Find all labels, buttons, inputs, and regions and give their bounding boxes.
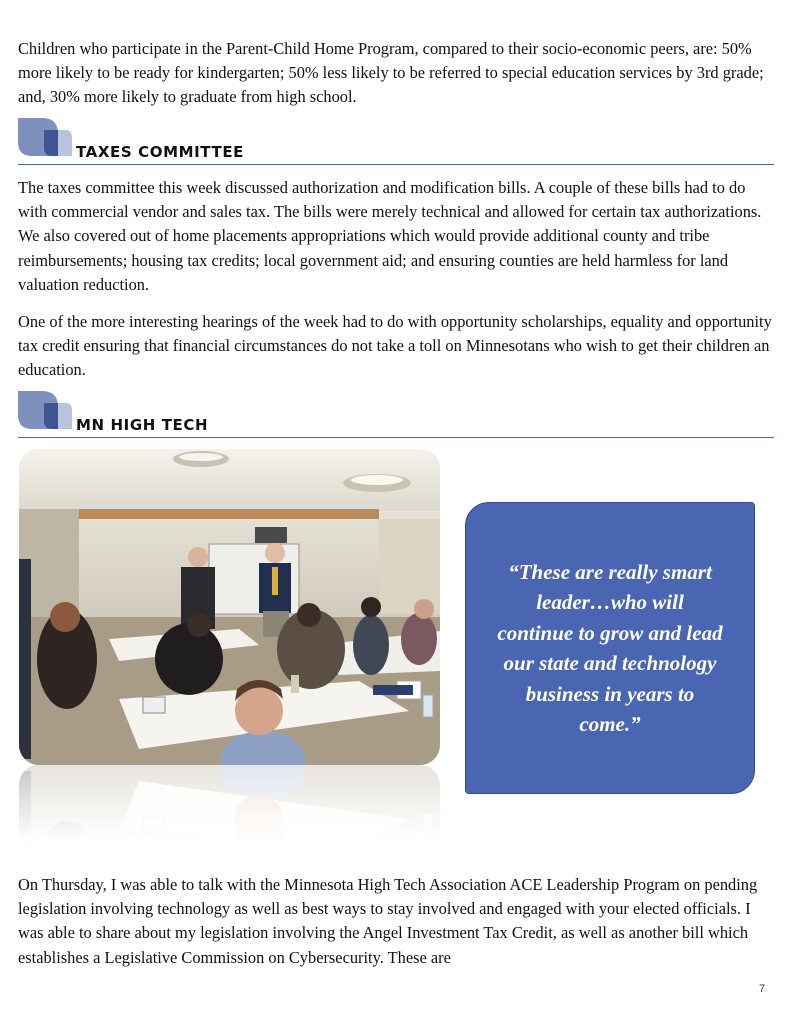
taxes-paragraph-2: One of the more interesting hearings of the week had to do with opportunity scholarships, equality and opportunity tax credit ensuring that financial circumstances do not take a toll on Minnesotans who wish to get their children an education. bbox=[18, 312, 772, 380]
taxes-paragraph-1: The taxes committee this week discussed authorization and modification bills. A couple of these bills had to do with commercial vendor and sales tax. The bills were merely technical and allowed for certain tax authorizations. We also covered out of home placements appropriations which would provide additional county and tribe reimbursements; housing tax credits; local government aid; and ensuring counties are held harmless for land valuation reduction. bbox=[18, 178, 762, 294]
section-title: MN HIGH TECH bbox=[76, 416, 209, 434]
section-header-high-tech bbox=[18, 391, 774, 438]
pull-quote-box bbox=[465, 502, 755, 794]
photo-reflection bbox=[19, 765, 440, 847]
section-header-taxes bbox=[18, 118, 774, 165]
intro-paragraph: Children who participate in the Parent-Child Home Program, compared to their socio-economic peers, are: 50% more likely to be ready for kindergarten; 50% less likely to be referred to special education services by 3rd grade; and, 30% more likely to graduate from high school. bbox=[18, 39, 764, 107]
section-title: TAXES COMMITTEE bbox=[76, 143, 245, 161]
meeting-photo bbox=[19, 449, 440, 765]
pull-quote-text: “These are really smart leader…who will continue to grow and lead our state and technology business in years to come.” bbox=[497, 559, 723, 736]
leaf-tab-icon bbox=[18, 118, 74, 156]
page-number: 7 bbox=[759, 983, 766, 995]
leaf-tab-icon bbox=[18, 391, 74, 429]
high-tech-paragraph: On Thursday, I was able to talk with the Minnesota High Tech Association ACE Leadership Program on pending legislation involving technology as well as best ways to stay involved and engaged with your elected officials. I was able to share about my legislation involving the Angel Investment Tax Credit, as well as another bill which establishes a Legislative Commission on Cybersecurity. These are bbox=[18, 875, 758, 967]
